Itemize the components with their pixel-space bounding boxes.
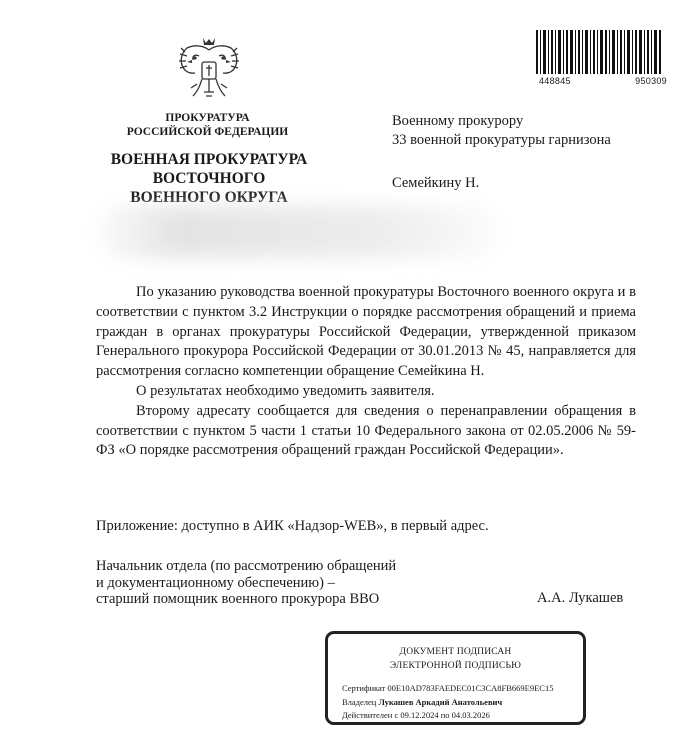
redacted-region	[95, 206, 500, 258]
stamp-title-line-1: ДОКУМЕНТ ПОДПИСАН	[399, 647, 512, 657]
org-big-line-2: ВОСТОЧНОГО	[152, 170, 266, 187]
letter-body	[96, 283, 636, 461]
stamp-owner-value: Лукашев Аркадий Анатольевич	[378, 697, 503, 707]
org-big-line-3: ВОЕННОГО ОКРУГА	[130, 189, 288, 206]
signer-line-1: Начальник отдела (по рассмотрению обращений	[96, 558, 397, 574]
addressee-block	[392, 112, 611, 150]
stamp-certificate-row	[342, 683, 553, 693]
org-header-small	[100, 111, 315, 139]
signer-name: А.А. Лукашев	[537, 590, 624, 606]
barcode-left-number: 448845	[539, 76, 571, 86]
body-paragraph-2: О результатах необходимо уведомить заявителя.	[136, 382, 435, 399]
stamp-cert-value: 00E10AD783FAEDEC01C3CA8FB669E9EC15	[387, 683, 554, 693]
stamp-valid-label: Действителен	[342, 710, 393, 720]
org-line-2: РОССИЙСКОЙ ФЕДЕРАЦИИ	[126, 126, 289, 138]
russian-emblem-icon	[173, 34, 245, 106]
addressee-name: Семейкину Н.	[392, 175, 480, 191]
addressee-line-1: Военному прокурору	[392, 113, 524, 129]
stamp-title	[328, 645, 583, 673]
body-paragraph-3: Второму адресату сообщается для сведения о перенаправлении обращения в соответствии с пунктом 5 части 1 статьи 10 Федерального закона от 02.05.2006 № 59-ФЗ «О порядке рассмотрения обращений граждан Российской Федерации».	[96, 402, 636, 459]
attachment-line: Приложение: доступно в АИК «Надзор-WEB», в первый адрес.	[96, 518, 489, 534]
stamp-cert-label: Сертификат	[342, 683, 386, 693]
signer-line-3: старший помощник военного прокурора ВВО	[96, 591, 380, 607]
barcode-number	[539, 76, 667, 86]
barcode-right-number: 950309	[635, 76, 667, 86]
stamp-owner-label: Владелец	[342, 697, 377, 707]
barcode-icon	[534, 30, 662, 74]
signer-title	[96, 558, 396, 608]
org-line-1: ПРОКУРАТУРА	[165, 112, 250, 124]
electronic-signature-stamp	[325, 631, 586, 725]
org-header-big	[70, 150, 348, 207]
signer-line-2: и документационному обеспечению) –	[96, 574, 335, 591]
addressee-line-2: 33 военной прокуратуры гарнизона	[392, 132, 611, 148]
stamp-valid-value: с 09.12.2024 по 04.03.2026	[394, 710, 490, 720]
stamp-validity-row	[342, 710, 490, 720]
org-big-line-1: ВОЕННАЯ ПРОКУРАТУРА	[110, 151, 308, 168]
body-paragraph-1: По указанию руководства военной прокуратуры Восточного военного округа и в соответствии с пунктом 3.2 Инструкции о порядке рассмотрения обращений и приема граждан в органах прокуратуры Российской Федерации, утвержденной приказом Генерального прокурора Российской Федерации от 30.01.2013 № 45, направляется для рассмотрения согласно компетенции обращение Семейкина Н.	[96, 284, 636, 380]
stamp-owner-row	[342, 697, 502, 707]
stamp-title-line-2: ЭЛЕКТРОННОЙ ПОДПИСЬЮ	[389, 661, 522, 671]
